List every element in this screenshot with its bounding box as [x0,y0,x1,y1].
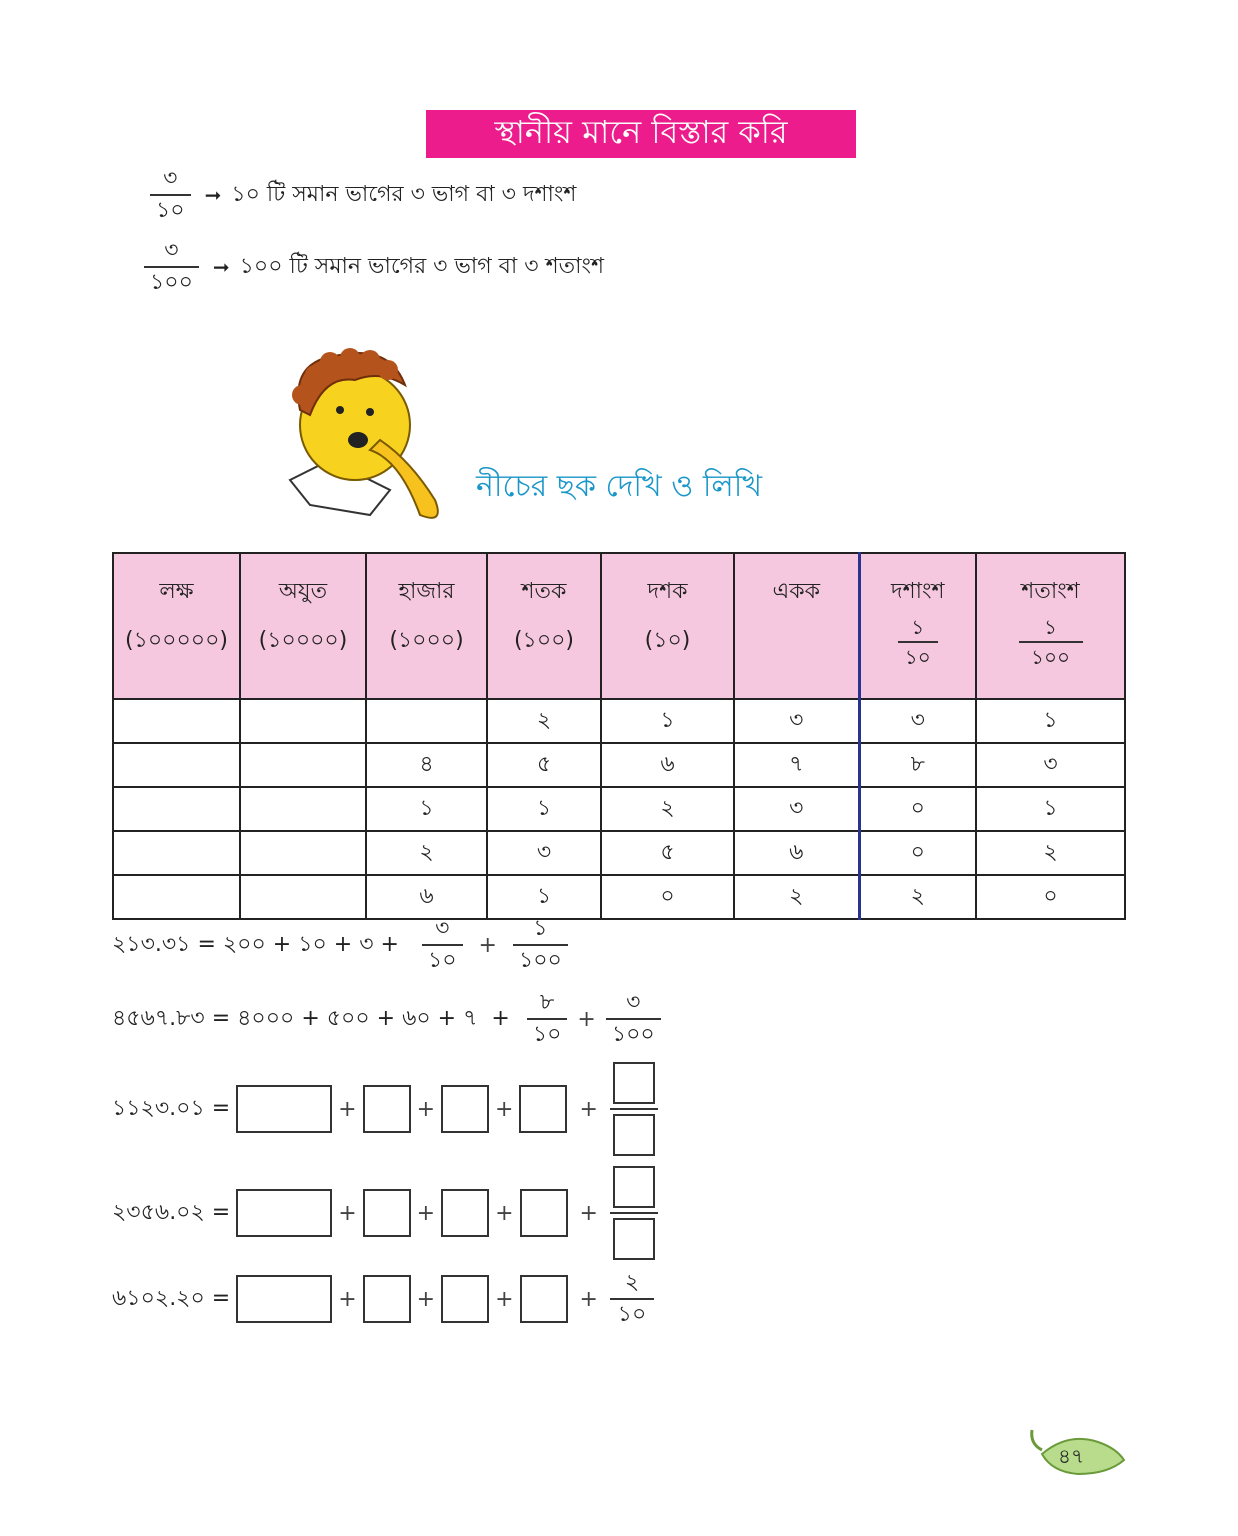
table-cell: ৩ [976,743,1125,787]
table-row [113,787,1125,831]
denominator-box[interactable] [613,1114,655,1156]
table-cell [240,831,366,875]
table-cell: ১ [487,875,601,919]
table-cell: ২ [734,875,859,919]
equation-text: ২১৩.৩১ = ২০০ + ১০ + ৩ + [112,931,406,957]
answer-box[interactable] [363,1085,411,1133]
numerator-box[interactable] [613,1062,655,1104]
table-cell: ০ [601,875,734,919]
exercise-equation-3: ৬১০২.২০ = + + + + $\frac{২}{১০}$ [112,1272,654,1326]
definition-hundredths [144,240,604,294]
answer-box[interactable] [520,1275,568,1323]
answer-box[interactable] [236,1275,332,1323]
fraction: $\frac{৩}{১০০}$ [606,992,661,1046]
table-cell: ১ [976,787,1125,831]
table-cell [366,699,487,743]
table-cell: ১ [976,699,1125,743]
fraction: $\frac{২}{১০}$ [610,1272,654,1326]
table-cell [113,831,240,875]
fraction-denominator: ১০০ [150,270,193,295]
fraction-numerator: ৩ [164,238,179,263]
equation-text: ১১২৩.০১ = [112,1095,231,1121]
table-cell: ৬ [366,875,487,919]
table-cell [240,699,366,743]
header-hajar: হাজার (১০০০) [366,553,487,699]
table-cell: ২ [601,787,734,831]
subtitle: নীচের ছক দেখি ও লিখি [476,469,763,504]
answer-box[interactable] [520,1189,568,1237]
table-cell: ৬ [601,743,734,787]
answer-box[interactable] [441,1275,489,1323]
example-equation-1: ২১৩.৩১ = ২০০ + ১০ + ৩ + $\frac{৩}{১০}$ + $\frac{১}{১০০}$ [112,918,568,972]
table-cell: ০ [859,787,976,831]
table-cell: ৫ [487,743,601,787]
header-shatak: শতক (১০০) [487,553,601,699]
table-cell: ৩ [859,699,976,743]
fraction [150,168,191,222]
answer-box[interactable] [236,1085,332,1133]
answer-box[interactable] [441,1189,489,1237]
table-cell: ৬ [734,831,859,875]
table-cell: ১ [487,787,601,831]
table-cell: ৮ [859,743,976,787]
definition-tenths [150,168,576,222]
exercise-equation-2: ২৩৫৬.০২ = + + + + [112,1166,658,1260]
fraction: $\frac{৮}{১০}$ [527,992,568,1046]
table-row [113,875,1125,919]
equation-text: ৬১০২.২০ = [112,1285,231,1311]
table-cell: ৩ [487,831,601,875]
arrow-right-icon: ➞ [212,255,230,279]
table-header-row [113,553,1125,699]
table-cell [240,875,366,919]
table-cell: ১ [601,699,734,743]
table-cell: ১ [366,787,487,831]
answer-box[interactable] [441,1085,489,1133]
table-cell [240,743,366,787]
place-value-table [112,552,1126,920]
table-cell: ২ [487,699,601,743]
denominator-box[interactable] [613,1218,655,1260]
fraction-answer [610,1062,658,1156]
table-row [113,831,1125,875]
table-cell: ২ [859,875,976,919]
equation-text: ৪৫৬৭.৮৩ = ৪০০০ + ৫০০ + ৬০ + ৭ + [112,1005,517,1031]
table-cell: ২ [366,831,487,875]
fraction: $\frac{১}{১০০}$ [513,918,568,972]
header-lakh: লক্ষ (১০০০০০) [113,553,240,699]
numerator-box[interactable] [613,1166,655,1208]
table-cell: ৩ [734,787,859,831]
table-cell: ৫ [601,831,734,875]
page-number: ৪৭ [1058,1444,1084,1468]
header-dashak: দশক (১০) [601,553,734,699]
table-cell [113,743,240,787]
definition-text: ১০০ টি সমান ভাগের ৩ ভাগ বা ৩ শতাংশ [239,253,604,279]
header-hundredths: শতাংশ $\frac{১}{১০০}$ [976,553,1125,699]
table-cell: ২ [976,831,1125,875]
table-row [113,743,1125,787]
table-row [113,699,1125,743]
table-cell [113,787,240,831]
fraction: $\frac{৩}{১০}$ [422,918,463,972]
fraction-answer [610,1166,658,1260]
header-tenths: দশাংশ $\frac{১}{১০}$ [859,553,976,699]
table-cell [113,699,240,743]
answer-box[interactable] [363,1189,411,1237]
header-ekak: একক [734,553,859,699]
fraction [144,240,199,294]
page-number-leaf [1028,1424,1128,1484]
table-cell: ০ [976,875,1125,919]
thinking-boy-illustration [270,340,460,530]
table-cell [240,787,366,831]
arrow-right-icon: ➞ [204,183,222,207]
table-cell: ৪ [366,743,487,787]
answer-box[interactable] [236,1189,332,1237]
table-cell: ৭ [734,743,859,787]
fraction-denominator: ১০ [156,198,185,223]
table-cell [113,875,240,919]
table-cell: ০ [859,831,976,875]
section-title: স্থানীয় মানে বিস্তার করি [426,110,856,158]
answer-box[interactable] [363,1275,411,1323]
header-ajut: অযুত (১০০০০) [240,553,366,699]
definition-text: ১০ টি সমান ভাগের ৩ ভাগ বা ৩ দশাংশ [231,181,577,207]
answer-box[interactable] [519,1085,567,1133]
example-equation-2: ৪৫৬৭.৮৩ = ৪০০০ + ৫০০ + ৬০ + ৭ + $\frac{৮}{১০}$ + $\frac{৩}{১০০}$ [112,992,661,1046]
fraction-numerator: ৩ [163,166,178,191]
exercise-equation-1: ১১২৩.০১ = + + + + [112,1062,658,1156]
table-cell: ৩ [734,699,859,743]
equation-text: ২৩৫৬.০২ = [112,1199,231,1225]
